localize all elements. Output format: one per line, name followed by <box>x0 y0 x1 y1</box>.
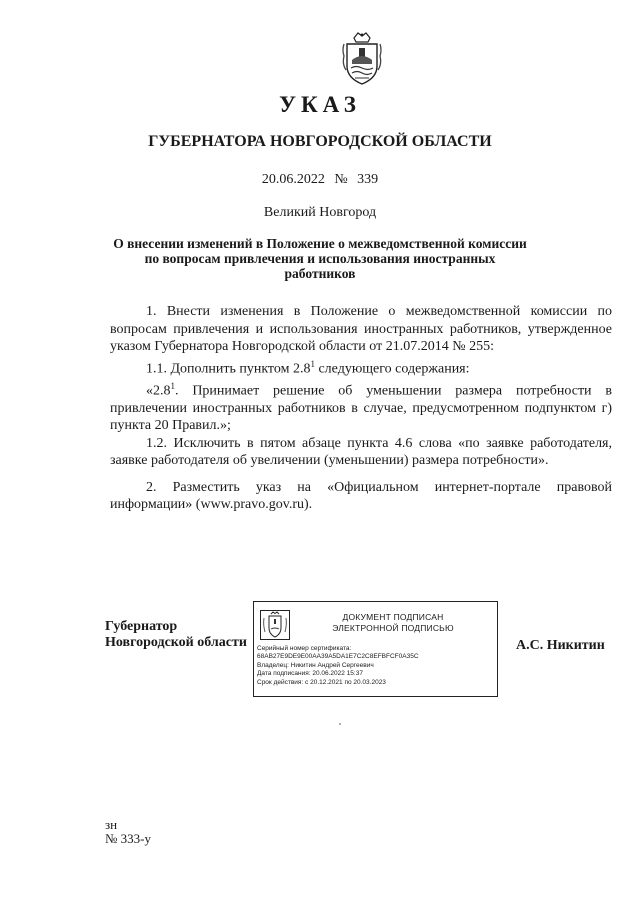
registration-number: № 333-у <box>105 831 151 846</box>
stamp-title: ДОКУМЕНТ ПОДПИСАН ЭЛЕКТРОННОЙ ПОДПИСЬЮ <box>332 612 454 633</box>
serial-label: Серийный номер сертификата: <box>257 645 352 652</box>
decree-number: 339 <box>357 172 379 187</box>
paragraph-2: 2. Разместить указ на «Официальном интернет-портале правовой информации» (www.pravo.gov.ru). <box>110 479 612 513</box>
paragraph-1: 1. Внести изменения в Положение о межведомственной комиссии по вопросам привлечения и использования иностранных работников, утвержденное указом Губернатора Новгородской области от 21.07.2014 № 255: <box>110 304 612 354</box>
decree-date: 20.06.2022 <box>261 172 325 187</box>
number-sign: № <box>334 172 348 187</box>
issuer-title: ГУБЕРНАТОРА НОВГОРОДСКОЙ ОБЛАСТИ <box>148 133 492 150</box>
signer-name: А.С. Никитин <box>516 638 605 653</box>
city: Великий Новгород <box>263 205 377 220</box>
decree-body <box>110 303 612 514</box>
decree-heading: О внесении изменений в Положение о межведомственной комиссии по вопросам привлечения и использования иностранных работников <box>113 236 527 281</box>
validity-period: Срок действия: с 20.12.2021 по 20.03.2023 <box>257 678 386 686</box>
paragraph-1-1: 1.1. Дополнить пунктом $2.8^1$ следующего содержания: <box>146 358 470 377</box>
date-number-line <box>0 172 640 188</box>
certificate-info <box>257 645 419 687</box>
electronic-signature-stamp <box>253 601 498 697</box>
footer-registration <box>105 818 151 846</box>
certificate-owner: Владелец: Никитин Андрей Сергеевич <box>257 661 374 669</box>
novgorod-coat-of-arms-icon <box>340 30 384 88</box>
signer-position <box>105 619 247 651</box>
scan-dot <box>338 722 342 726</box>
paragraph-2-8-1: «$2.8^1$. Принимает решение об уменьшении размера потребности в привлечении иностранных работников в случае, предусмотренном подпунктом г) пункта 20 Правил.»; <box>110 380 612 434</box>
executor-initials: зн <box>105 817 118 832</box>
serial-number: 68AB27E9DE9E00AA39A5DA1E7C2C8EFBFCF0A35C <box>257 653 419 661</box>
signer-position-line-1: Губернатор <box>105 619 178 634</box>
signer-position-line-2: Новгородской области <box>105 635 247 650</box>
signing-date: Дата подписания: 20.06.2022 15:37 <box>257 670 363 678</box>
paragraph-1-2: 1.2. Исключить в пятом абзаце пункта 4.6 слова «по заявке работодателя, заявке работодателя об увеличении (уменьшении) размера потребности». <box>110 435 612 469</box>
coat-of-arms-icon <box>260 610 290 640</box>
document-title: УКАЗ <box>279 92 361 117</box>
